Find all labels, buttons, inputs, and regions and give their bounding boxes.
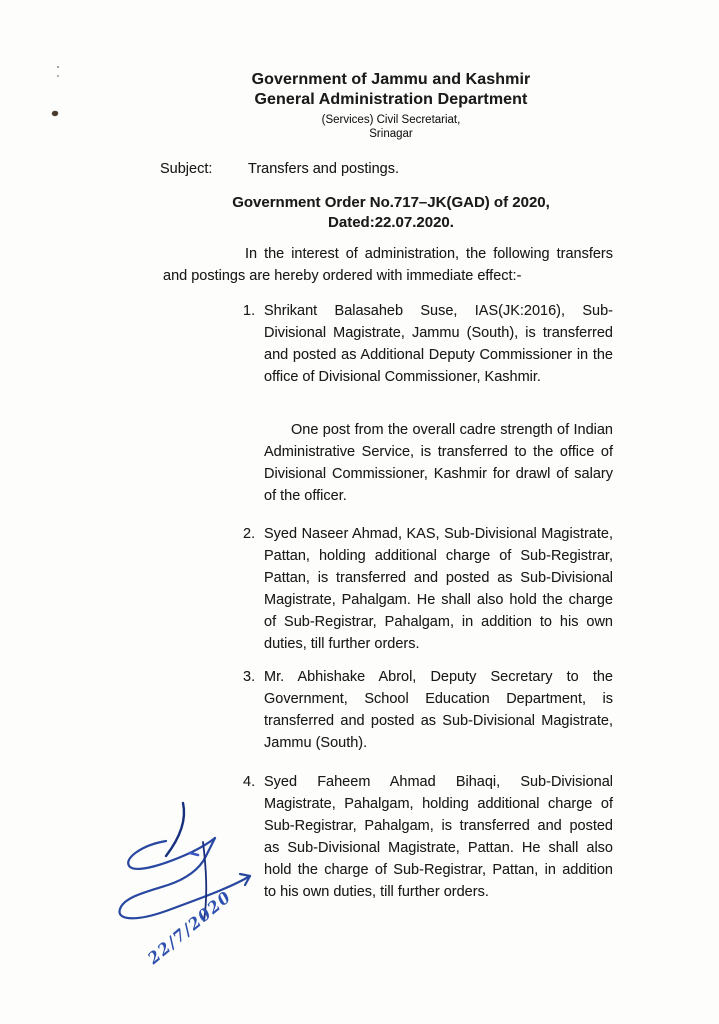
order-heading [131, 193, 651, 232]
letterhead-department: General Administration Department [254, 91, 528, 108]
item-text: Shrikant Balasaheb Suse, IAS(JK:2016), Sub-Divisional Magistrate, Jammu (South), is transferred and posted as Additional Deputy Commissioner in the office of Divisional Commissioner, Kashmir. [264, 303, 613, 385]
letterhead-government: Government of Jammu and Kashmir [251, 71, 531, 88]
order-number-line: Government Order No.717–JK(GAD) of 2020, [232, 194, 550, 211]
letterhead-city: Srinagar [369, 128, 413, 140]
order-item-2 [243, 523, 613, 655]
letterhead [131, 70, 651, 141]
item-text: Syed Naseer Ahmad, KAS, Sub-Divisional Magistrate, Pattan, holding additional charge of Sub-Registrar, Pattan, is transferred and posted as Sub-Divisional Magistrate, Pahalgam. He shall also hold the charge of Sub-Registrar, Pahalgam, in addition to his own duties, till further orders. [264, 526, 613, 652]
scan-speck-colon [57, 66, 59, 68]
subject-row [160, 159, 612, 179]
scan-speck-dot [52, 111, 58, 116]
signature-block [108, 793, 288, 983]
subject-text: Transfers and postings. [248, 161, 399, 177]
order-item-3 [243, 666, 613, 754]
letterhead-secretariat: (Services) Civil Secretariat, [321, 114, 461, 126]
signature-date: 22/7/2020 [143, 886, 236, 968]
order-item-1 [243, 300, 613, 388]
intro-paragraph: In the interest of administration, the following transfers and postings are hereby ordered with immediate effect:- [163, 246, 613, 284]
item-number: 4. [243, 774, 256, 790]
order-item-4 [243, 771, 613, 903]
item-text: Syed Faheem Ahmad Bihaqi, Sub-Divisional Magistrate, Pahalgam, holding additional charge of Sub-Registrar, Pahalgam, is transferred and posted as Sub-Divisional Magistrate, Pattan. He shall also hold the charge of Sub-Registrar, Pattan, in addition to his own duties, till further orders. [264, 774, 613, 900]
item-text: Mr. Abhishake Abrol, Deputy Secretary to the Government, School Education Department, is transferred and posted as Sub-Divisional Magistrate, Jammu (South). [264, 669, 613, 751]
item-number: 2. [243, 526, 256, 542]
item-number: 3. [243, 669, 256, 685]
order-item-1-continuation: One post from the overall cadre strength of Indian Administrative Service, is transferred to the office of Divisional Commissioner, Kashmir for drawl of salary of the officer. [264, 422, 613, 504]
item-number: 1. [243, 303, 256, 319]
subject-label: Subject: [160, 161, 213, 177]
order-date-line: Dated:22.07.2020. [328, 213, 454, 231]
